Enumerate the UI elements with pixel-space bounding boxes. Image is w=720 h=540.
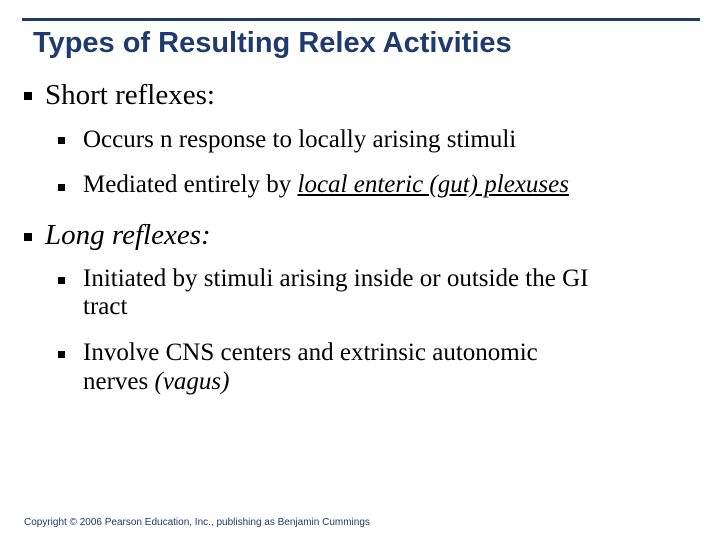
short-item-1: Occurs n response to locally arising stimuli	[83, 126, 517, 153]
long-item-1-line1: Initiated by stimuli arising inside or outside the GI	[83, 265, 589, 292]
slide-title: Types of Resulting Relex Activities	[33, 27, 512, 59]
long-item-2-line2-text: nerves	[83, 368, 155, 395]
long-item-2-emphasis: (vagus)	[154, 368, 230, 395]
square-bullet-icon	[24, 92, 32, 100]
short-item-2	[83, 170, 569, 199]
square-bullet-icon	[58, 137, 65, 144]
top-rule-divider	[22, 18, 700, 21]
short-reflexes-heading: Short reflexes:	[45, 79, 215, 111]
copyright-footer: Copyright © 2006 Pearson Education, Inc., publishing as Benjamin Cummings	[24, 517, 370, 528]
square-bullet-icon	[58, 184, 65, 191]
short-item-2-emphasis: local enteric (gut) plexuses	[297, 171, 569, 198]
square-bullet-icon	[58, 351, 65, 358]
long-item-2-line1: Involve CNS centers and extrinsic autonomic	[83, 339, 538, 366]
square-bullet-icon	[24, 233, 32, 241]
short-item-2-text: Mediated entirely by	[83, 171, 298, 198]
long-item-2-line2	[83, 367, 229, 396]
square-bullet-icon	[58, 277, 65, 284]
long-reflexes-heading: Long reflexes:	[45, 219, 211, 251]
long-item-1-line2: tract	[83, 293, 128, 320]
